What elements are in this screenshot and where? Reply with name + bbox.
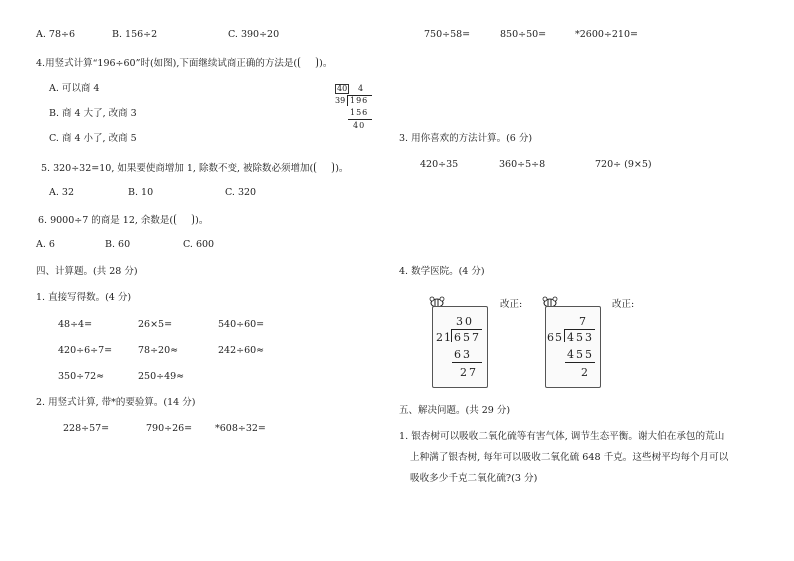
section4-title: 四、计算题。(共 28 分)	[36, 266, 138, 277]
s4-p1-item: 540÷60=	[218, 319, 265, 330]
q4-fig-divisor: 39	[335, 96, 346, 105]
s4-p1-item: 48÷4=	[58, 319, 93, 330]
s4-p2-item: 850÷50=	[500, 29, 547, 40]
s4-p3-item: 420÷35	[420, 159, 459, 170]
q4-option-a: A. 可以商 4	[49, 83, 100, 94]
hosp2-divisor: 65	[547, 331, 563, 344]
q4-fig-box: 40	[337, 84, 348, 93]
q4-option-b: B. 商 4 大了, 改商 3	[49, 108, 137, 119]
q5-option-a: A. 32	[49, 187, 74, 198]
q3-option-b: B. 156÷2	[112, 29, 158, 40]
q4-fig-product: 156	[350, 108, 369, 117]
section5-title: 五、解决问题。(共 29 分)	[399, 405, 511, 416]
q4-fig-dividend: 196	[350, 96, 369, 105]
s4-p2-item: *608÷32=	[215, 423, 266, 434]
q4-stem-end: )。	[319, 58, 333, 69]
hosp1-remainder: 27	[460, 366, 478, 379]
s4-p2-item: 228÷57=	[63, 423, 110, 434]
q6-option-b: B. 60	[105, 239, 131, 250]
q6-option-a: A. 6	[36, 239, 55, 250]
hosp2-dividend: 453	[567, 331, 594, 344]
s5-q1-line: 上种满了银杏树, 每年可以吸收二氧化硫 648 千克。这些树平均每个月可以	[410, 452, 729, 463]
s4-p2-title: 2. 用竖式计算, 带*的要验算。(14 分)	[36, 397, 196, 408]
hosp2-remainder: 2	[581, 366, 588, 379]
s4-p1-item: 420÷6÷7=	[58, 345, 113, 356]
s4-p1-item: 26×5=	[138, 319, 173, 330]
q6-stem-end: )。	[195, 215, 209, 226]
s4-p2-item: *2600÷210=	[575, 29, 638, 40]
card-frame	[545, 306, 601, 388]
s4-p4-title: 4. 数学医院。(4 分)	[399, 266, 485, 277]
math-hospital-card-1	[428, 296, 490, 388]
q4-division-figure	[334, 83, 374, 135]
q4-fig-remainder: 40	[353, 121, 366, 130]
answer-blank	[314, 162, 334, 173]
s4-p3-item: 360÷5÷8	[499, 159, 546, 170]
q6-stem	[38, 214, 208, 226]
q5-stem-text: 5. 320÷32=10, 如果要使商增加 1, 除数不变, 被除数必须增加(	[41, 163, 314, 174]
q5-option-b: B. 10	[128, 187, 154, 198]
s4-p1-item: 242÷60≈	[218, 345, 265, 356]
s4-p3-item: 720÷ (9×5)	[595, 159, 652, 170]
s4-p1-item: 350÷72≈	[58, 371, 105, 382]
q3-option-a: A. 78÷6	[36, 29, 75, 40]
hosp2-quotient: 7	[579, 315, 586, 328]
q5-stem	[41, 162, 348, 174]
fix-label: 改正:	[500, 299, 523, 310]
answer-blank	[298, 57, 318, 68]
q5-option-c: C. 320	[225, 187, 257, 198]
hosp1-product: 63	[454, 348, 472, 361]
math-hospital-card-2	[541, 296, 603, 388]
s5-q1-line: 吸收多少千克二氧化硫?(3 分)	[410, 473, 538, 484]
hosp1-quotient: 30	[456, 315, 474, 328]
q4-stem-text: 4.用竖式计算“196÷60”时(如图),下面继续试商正确的方法是(	[36, 58, 298, 69]
s4-p2-item: 790÷26=	[146, 423, 193, 434]
hosp1-divisor: 21	[436, 331, 452, 344]
hosp1-dividend: 657	[454, 331, 481, 344]
q4-fig-quotient: 4	[358, 84, 364, 93]
q4-option-c: C. 商 4 小了, 改商 5	[49, 133, 137, 144]
fix-label: 改正:	[612, 299, 635, 310]
q4-stem	[36, 57, 332, 69]
s4-p1-item: 78÷20≈	[138, 345, 179, 356]
s4-p2-item: 750÷58=	[424, 29, 471, 40]
q6-stem-text: 6. 9000÷7 的商是 12, 余数是(	[38, 215, 174, 226]
q5-stem-end: )。	[335, 163, 349, 174]
hosp2-product: 455	[567, 348, 594, 361]
s4-p1-title: 1. 直接写得数。(4 分)	[36, 292, 132, 303]
answer-blank	[174, 214, 194, 225]
s4-p1-item: 250÷49≈	[138, 371, 185, 382]
s4-p3-title: 3. 用你喜欢的方法计算。(6 分)	[399, 133, 533, 144]
q6-option-c: C. 600	[183, 239, 215, 250]
s5-q1-line: 1. 银杏树可以吸收二氧化硫等有害气体, 调节生态平衡。谢大伯在承包的荒山	[399, 431, 725, 442]
q3-option-c: C. 390÷20	[228, 29, 280, 40]
